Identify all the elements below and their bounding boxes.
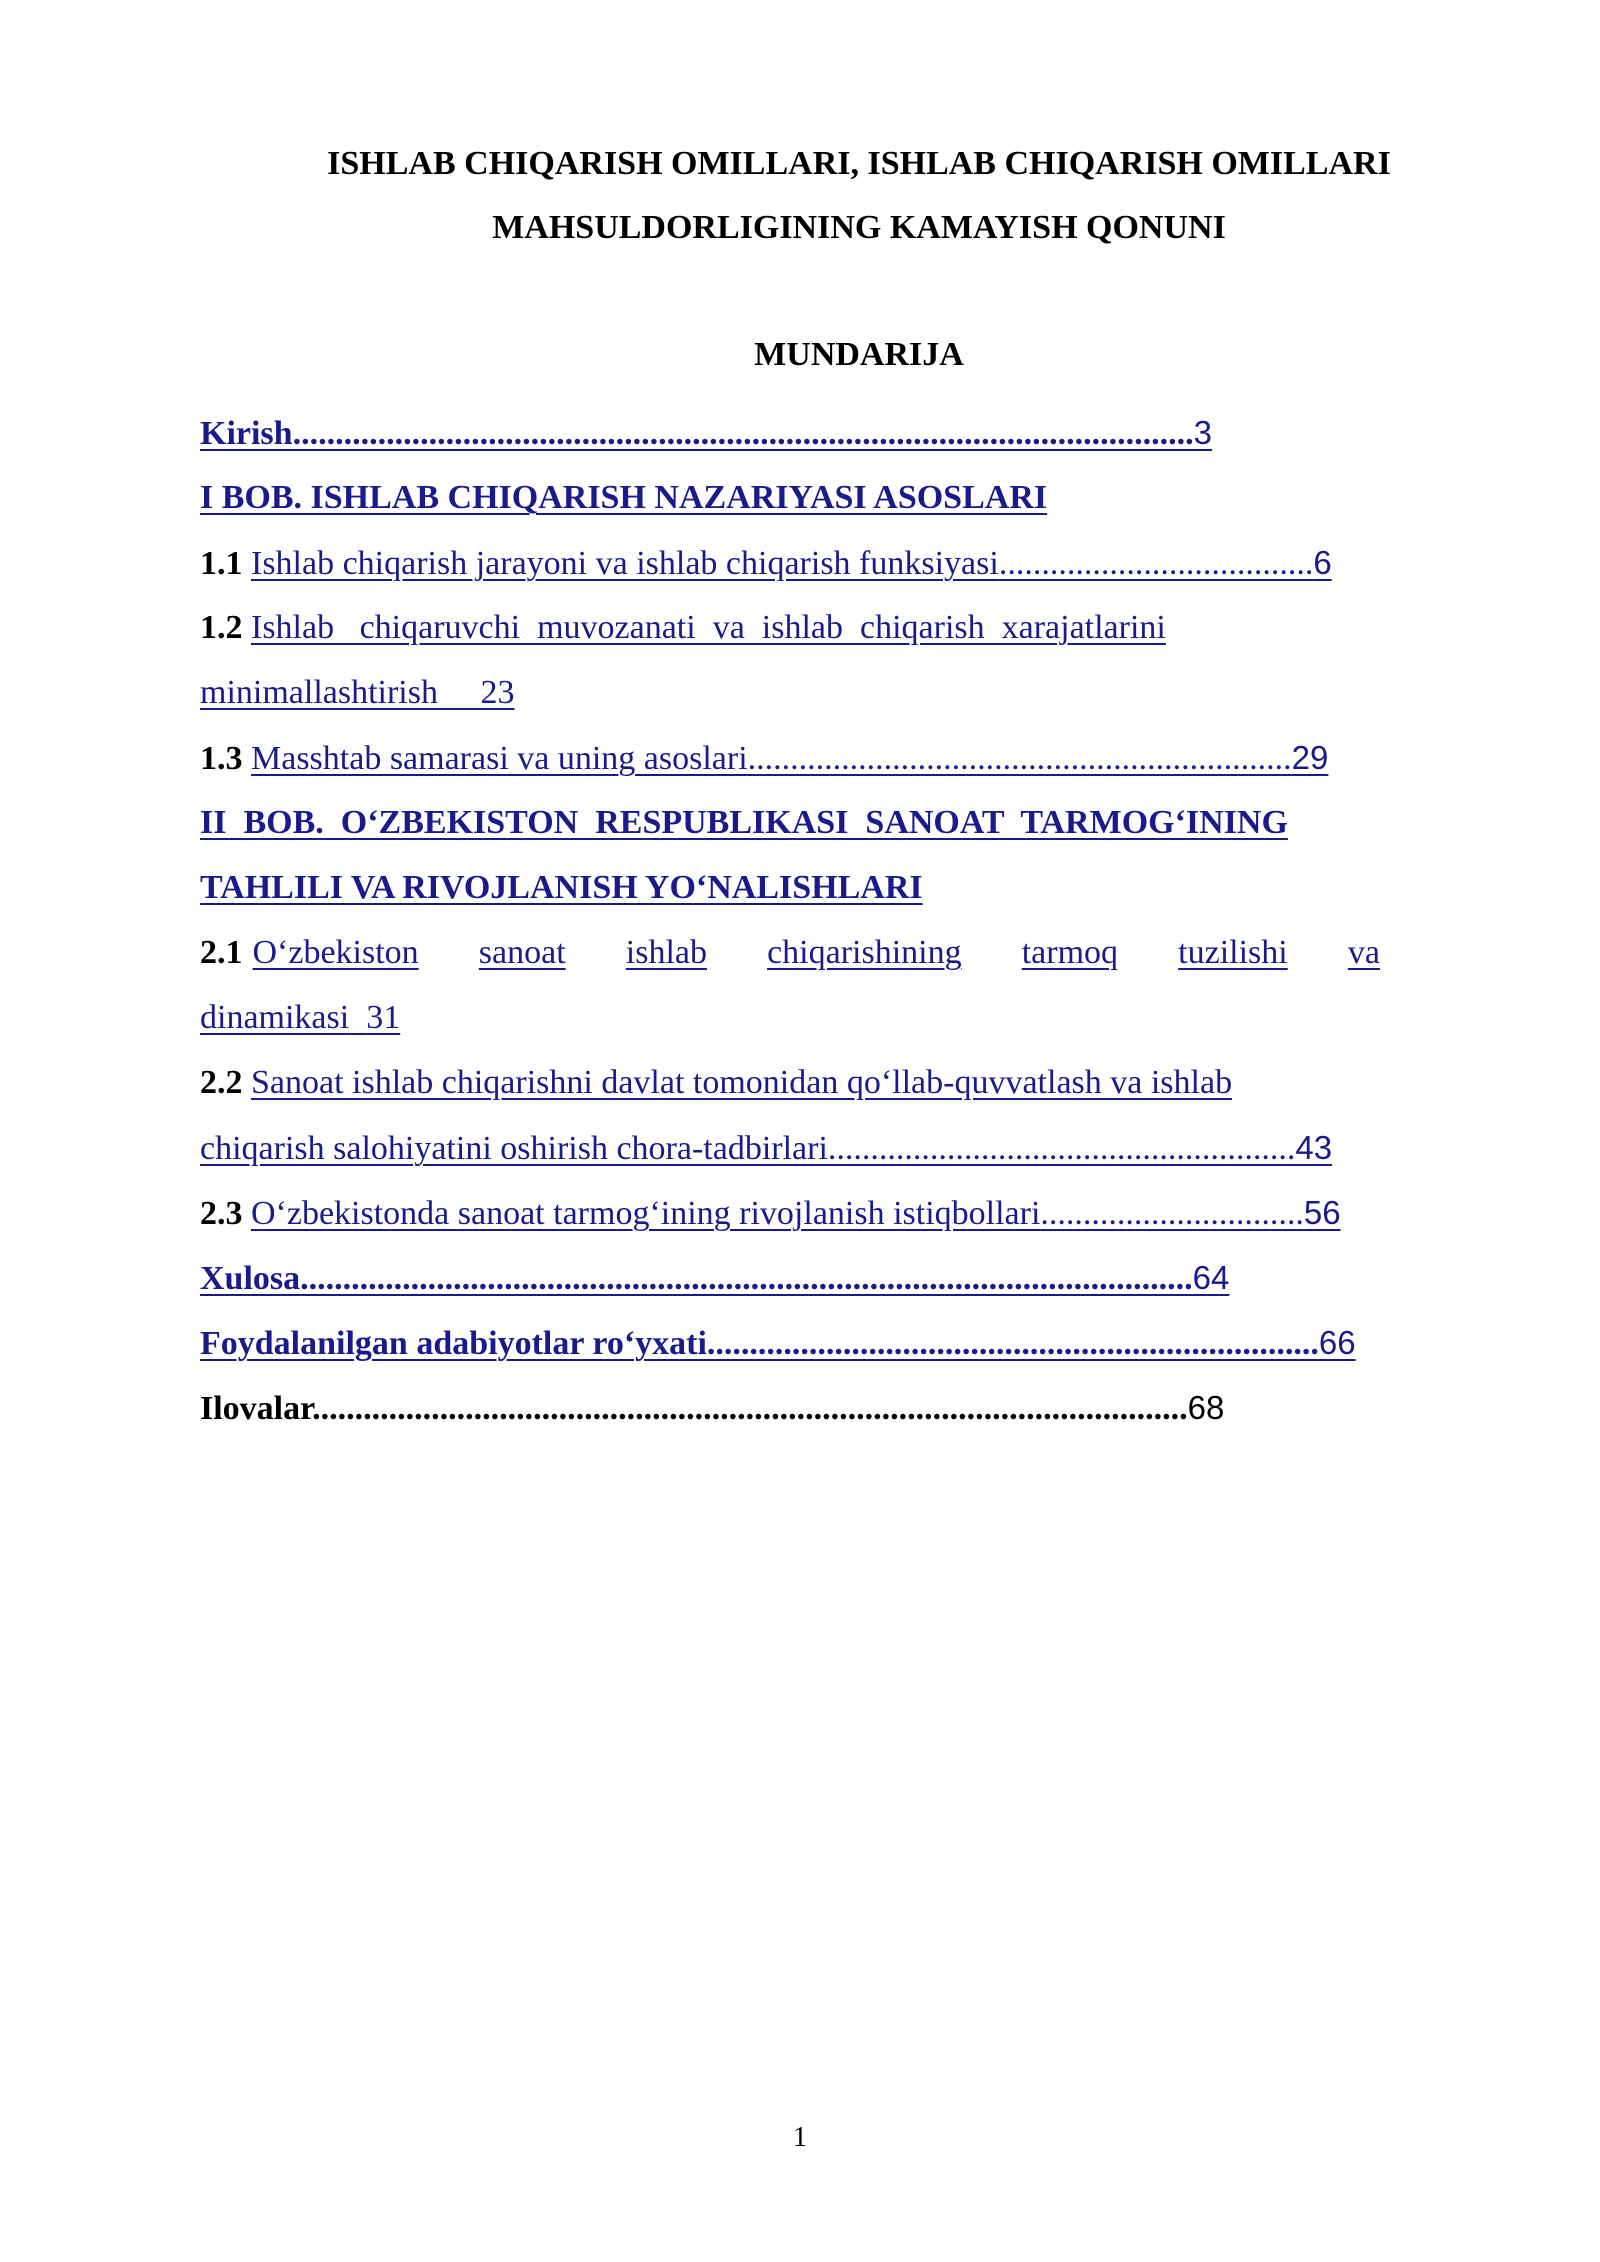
- toc-word: O‘zbekiston: [252, 934, 419, 971]
- toc-link-2-2[interactable]: Sanoat ishlab chiqarishni davlat tomonidan qo‘llab-quvvatlash va ishlab: [251, 1064, 1233, 1101]
- toc-page-number: 43: [1295, 1129, 1333, 1166]
- toc-page-number: 23: [480, 674, 515, 711]
- toc-entry-2-2-line-2[interactable]: [200, 1115, 1500, 1180]
- toc-entry-1-2-line-1[interactable]: [200, 595, 1500, 660]
- toc-page-number: 29: [1291, 739, 1329, 776]
- toc-link-kirish[interactable]: [200, 415, 1194, 452]
- toc-entry-2-1-line-1[interactable]: [200, 920, 1380, 985]
- toc-word: tuzilishi: [1178, 934, 1288, 971]
- toc-entry-2-2-line-1[interactable]: [200, 1050, 1500, 1115]
- toc-label: Ilovalar: [200, 1390, 313, 1427]
- title-line-1: ISHLAB CHIQARISH OMILLARI, ISHLAB CHIQARISH OMILLARI: [327, 145, 1391, 182]
- toc-entry-xulosa[interactable]: [200, 1245, 1500, 1310]
- toc-page-number: 56: [1303, 1194, 1341, 1231]
- section-number: 2.1: [200, 934, 243, 971]
- toc-entry-1-3[interactable]: [200, 725, 1500, 790]
- toc-entry-2-3[interactable]: [200, 1180, 1500, 1245]
- toc-entry-chapter-2-line-2[interactable]: [200, 855, 1500, 920]
- toc-link-chapter-1[interactable]: I BOB. ISHLAB CHIQARISH NAZARIYASI ASOSLARI: [200, 479, 1048, 516]
- section-number: 2.3: [200, 1195, 243, 1232]
- toc-entry-chapter-1[interactable]: [200, 465, 1500, 530]
- toc-leader-dots: ................................................................: [747, 740, 1292, 777]
- toc-word: chiqarishining: [767, 934, 962, 971]
- section-number: 1.2: [200, 609, 243, 646]
- toc-page-number: 68: [1187, 1389, 1225, 1426]
- toc-entry-1-2-line-2[interactable]: [200, 660, 1500, 725]
- document-title: [200, 132, 1518, 260]
- toc-entry-chapter-2-line-1[interactable]: [200, 790, 1500, 855]
- toc-link-adabiyotlar[interactable]: [200, 1325, 1319, 1362]
- toc-leader-dots: .........................................................................................................: [300, 1260, 1193, 1297]
- toc-leader-dots: ...............................: [1040, 1195, 1304, 1232]
- toc-page-number[interactable]: 66: [1318, 1324, 1356, 1361]
- toc-leader-dots: ........................................................................: [706, 1325, 1319, 1362]
- toc-link-1-1[interactable]: [251, 545, 1332, 582]
- toc-page-number[interactable]: 3: [1193, 414, 1212, 451]
- section-number: 1.1: [200, 545, 243, 582]
- toc-heading: MUNDARIJA: [754, 336, 964, 373]
- toc-label: Xulosa: [200, 1260, 301, 1297]
- toc-leader-dots: .......................................................: [827, 1130, 1296, 1167]
- toc-label: dinamikasi: [200, 999, 350, 1036]
- toc-leader-dots: .......................................................................................................: [312, 1390, 1188, 1427]
- toc-link-1-2[interactable]: Ishlab chiqaruvchi muvozanati va ishlab chiqarish xarajatlarini: [251, 609, 1166, 646]
- toc-label: minimallashtirish: [200, 674, 438, 711]
- toc-word: sanoat: [478, 934, 566, 971]
- toc-link-2-2-cont[interactable]: [200, 1130, 1332, 1167]
- page-number: 1: [793, 2122, 807, 2153]
- toc-page-number: 6: [1313, 544, 1332, 581]
- toc-link-chapter-2[interactable]: II BOB. O‘ZBEKISTON RESPUBLIKASI SANOAT TARMOG‘INING: [200, 804, 1288, 841]
- toc-entry-kirish[interactable]: [200, 400, 1500, 465]
- toc-label: O‘zbekistonda sanoat tarmog‘ining rivojlanish istiqbollari: [251, 1195, 1041, 1232]
- toc-leader-dots: .....................................: [998, 545, 1314, 582]
- toc-label: chiqarish salohiyatini oshirish chora-tadbirlari: [200, 1130, 828, 1167]
- toc-link-1-2-cont[interactable]: [200, 674, 514, 711]
- toc-page-number[interactable]: 64: [1192, 1259, 1230, 1296]
- toc-entry-1-1[interactable]: [200, 530, 1500, 595]
- toc-word: tarmoq: [1021, 934, 1119, 971]
- toc-label: Kirish: [200, 415, 293, 452]
- section-number: 2.2: [200, 1064, 243, 1101]
- toc-page-number: 31: [366, 999, 401, 1036]
- section-number: 1.3: [200, 740, 243, 777]
- toc-link-chapter-2-cont[interactable]: TAHLILI VA RIVOJLANISH YO‘NALISHLARI: [200, 869, 923, 906]
- toc-link-2-3[interactable]: [251, 1195, 1341, 1232]
- toc-label: Ishlab chiqarish jarayoni va ishlab chiqarish funksiyasi: [251, 545, 999, 582]
- toc-entry-2-1-line-2[interactable]: [200, 985, 1500, 1050]
- toc-word: ishlab: [625, 934, 707, 971]
- toc-link-2-1-cont[interactable]: [200, 999, 400, 1036]
- toc-entry-adabiyotlar[interactable]: [200, 1310, 1500, 1375]
- toc-entry-ilovalar: [200, 1375, 1500, 1440]
- toc-word: va: [1347, 934, 1380, 971]
- title-line-2: MAHSULDORLIGINING KAMAYISH QONUNI: [492, 209, 1226, 246]
- toc-leader-dots: ..........................................................................................................: [292, 415, 1194, 452]
- toc-link-1-3[interactable]: [251, 740, 1328, 777]
- toc-label: Foydalanilgan adabiyotlar ro‘yxati: [200, 1325, 707, 1362]
- toc-label: Masshtab samarasi va uning asoslari: [251, 740, 748, 777]
- toc-link-2-1[interactable]: [253, 920, 1381, 985]
- table-of-contents: [200, 400, 1500, 1440]
- toc-link-xulosa[interactable]: [200, 1260, 1193, 1297]
